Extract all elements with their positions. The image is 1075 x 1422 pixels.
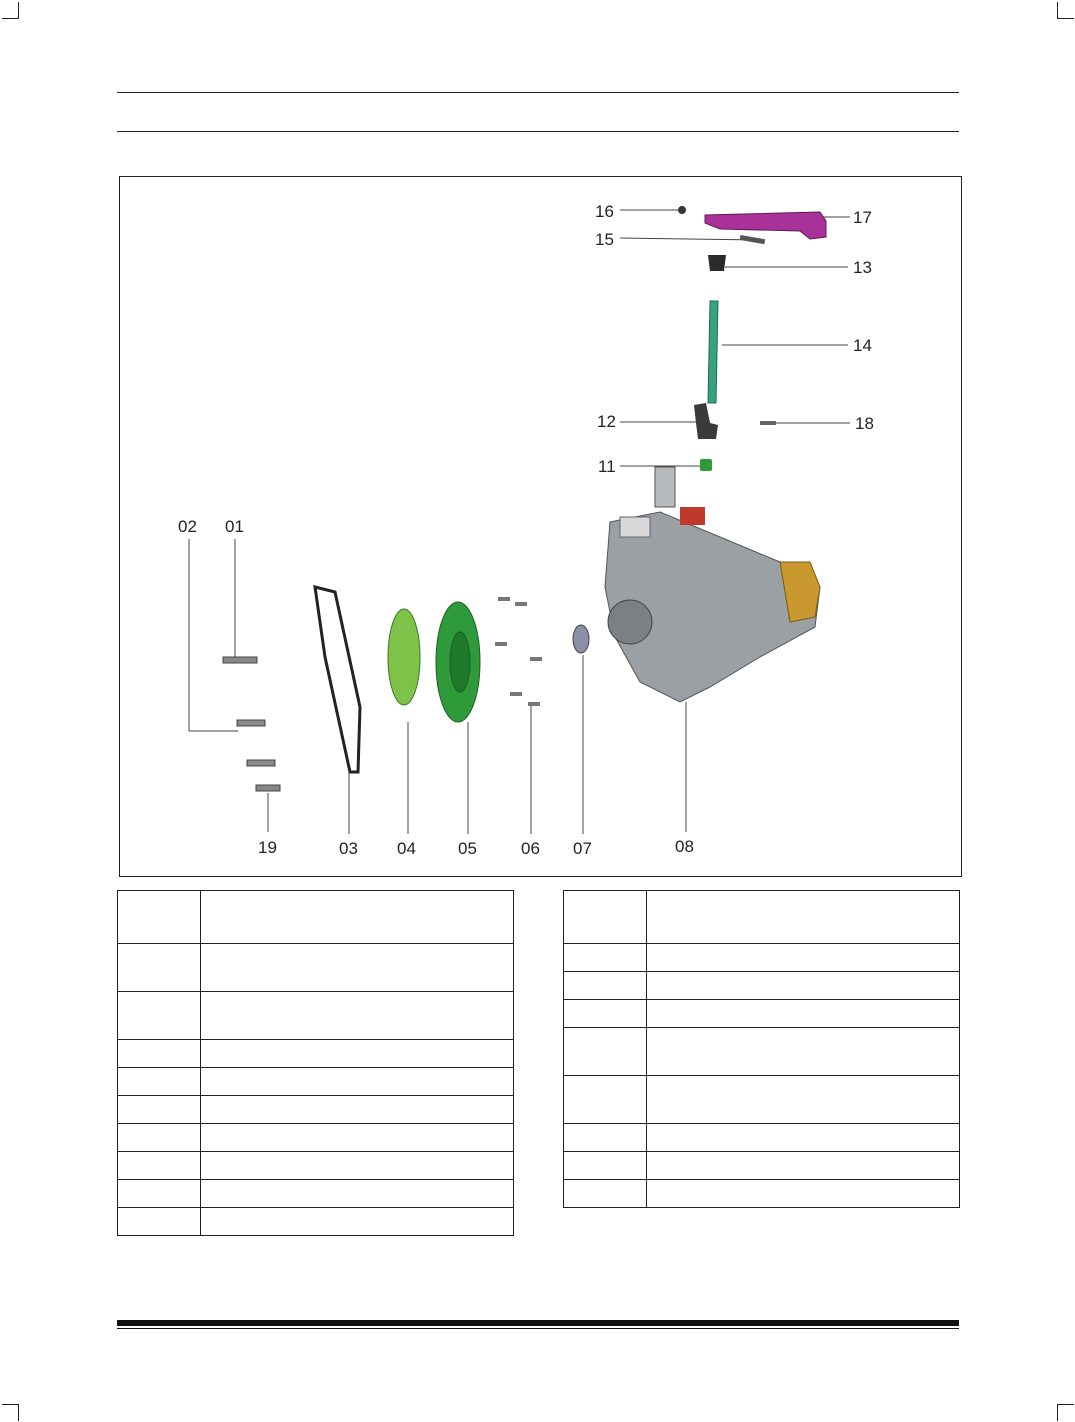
table-row [118, 1124, 514, 1152]
part-08-housing [605, 467, 820, 702]
callout-16: 16 [595, 202, 614, 221]
callout-19: 19 [258, 838, 277, 857]
table-row [564, 1076, 960, 1124]
part-12-fork [694, 403, 718, 439]
parts-table-left [117, 890, 514, 1236]
part-13-bushing [708, 255, 726, 271]
part-01-02-19-bolts [223, 657, 280, 791]
callout-06: 06 [521, 839, 540, 858]
table-row [118, 1040, 514, 1068]
crop-mark-bottom-right [1057, 1404, 1074, 1421]
part-17-lever [705, 212, 826, 239]
table-row [564, 1028, 960, 1076]
footer-rule-thick [117, 1320, 959, 1326]
callout-15: 15 [595, 230, 614, 249]
table-row [564, 1152, 960, 1180]
header-rule-top [117, 92, 959, 93]
callout-05: 05 [458, 839, 477, 858]
header-rule-bottom [117, 131, 959, 132]
table-row [118, 1068, 514, 1096]
table-row [564, 944, 960, 972]
table-row [564, 891, 960, 944]
callout-08: 08 [675, 837, 694, 856]
part-18-pin [760, 421, 776, 425]
callout-04: 04 [397, 839, 416, 858]
table-row [118, 944, 514, 992]
part-15-bolt [740, 235, 765, 244]
table-row [118, 1180, 514, 1208]
table-row [118, 1152, 514, 1180]
callout-01: 01 [225, 517, 244, 536]
callout-14: 14 [853, 336, 872, 355]
table-row [564, 1000, 960, 1028]
callout-18: 18 [855, 414, 874, 433]
part-14-shaft [708, 301, 718, 403]
table-row [564, 1124, 960, 1152]
table-row [118, 992, 514, 1040]
callout-17: 17 [853, 208, 872, 227]
callout-12: 12 [597, 412, 616, 431]
callout-13: 13 [853, 258, 872, 277]
parts-table-right [563, 890, 960, 1208]
callout-03: 03 [339, 839, 358, 858]
exploded-view-figure [119, 176, 962, 877]
crop-mark-top-right [1057, 2, 1074, 19]
table-row [118, 891, 514, 944]
table-row [564, 972, 960, 1000]
table-row [564, 1180, 960, 1208]
table-row [118, 1208, 514, 1236]
table-row [118, 1096, 514, 1124]
part-16-ball [678, 206, 686, 214]
part-11-cap [700, 459, 712, 471]
part-07-seal [573, 625, 589, 653]
leader-lines [189, 210, 850, 834]
part-06-bolts [495, 597, 542, 706]
callout-02: 02 [178, 517, 197, 536]
crop-mark-top-left [2, 2, 19, 19]
part-03-gasket [315, 587, 360, 772]
crop-mark-bottom-left [2, 1404, 19, 1421]
part-04-plate [388, 609, 420, 705]
callout-07: 07 [573, 839, 592, 858]
exploded-view-drawing [120, 177, 961, 876]
footer-rule-thin [117, 1328, 959, 1329]
callout-11: 11 [598, 457, 616, 476]
